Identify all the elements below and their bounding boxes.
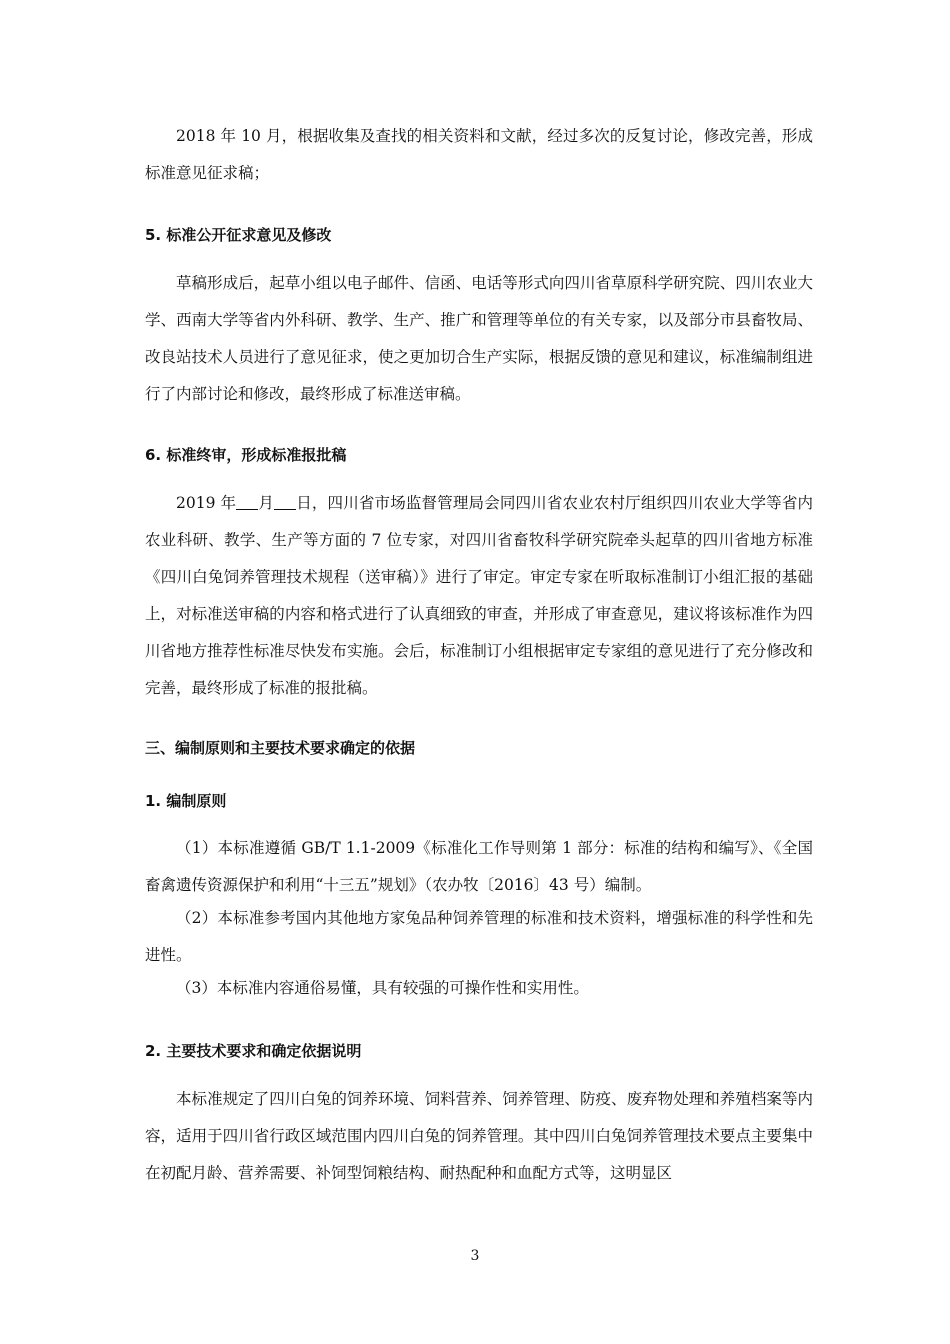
- paragraph-scope: 本标准规定了四川白兔的饲养环境、饲料营养、饲养管理、防疫、废弃物处理和养殖档案等内容，适用于四川省行政区域范围内四川白兔的饲养管理。其中四川白兔饲养管理技术要点主要集中在初配月龄、营养需要、补饲型饲粮结构、耐热配种和血配方式等，这明显区: [145, 1090, 813, 1182]
- review-year-text: 2019 年: [176, 494, 237, 512]
- paragraph-principle-3: （3）本标准内容通俗易懂，具有较强的可操作性和实用性。: [176, 979, 589, 997]
- paragraph-final-review: [145, 485, 813, 707]
- day-blank: [274, 494, 296, 511]
- review-body-text: 日，四川省市场监督管理局会同四川省农业农村厅组织四川农业大学等省内农业科研、教学、生产等方面的 7 位专家，对四川省畜牧科学研究院牵头起草的四川省地方标准《四川白兔饲养管理技术规程（送审稿）》进行了审定。审定专家在听取标准制订小组汇报的基础上，对标准送审稿的内容和格式进行了认真细致的审查，并形成了审查意见，建议将该标准作为四川省地方推荐性标准尽快发布实施。会后，标准制订小组根据审定专家组的意见进行了充分修改和完善，最终形成了标准的报批稿。: [145, 494, 813, 697]
- page-number: 3: [470, 1248, 480, 1264]
- month-blank: [236, 494, 258, 511]
- heading-technical-requirements: 2. 主要技术要求和确定依据说明: [145, 1042, 362, 1060]
- heading-principles: 1. 编制原则: [145, 792, 227, 810]
- heading-section-6: 6. 标准终审，形成标准报批稿: [145, 446, 347, 464]
- paragraph-public-comment: 草稿形成后，起草小组以电子邮件、信函、电话等形式向四川省草原科学研究院、四川农业大学、西南大学等省内外科研、教学、生产、推广和管理等单位的有关专家，以及部分市县畜牧局、改良站技术人员进行了意见征求，使之更加切合生产实际，根据反馈的意见和建议，标准编制组进行了内部讨论和修改，最终形成了标准送审稿。: [145, 274, 813, 403]
- paragraph-draft-2018: 2018 年 10 月，根据收集及查找的相关资料和文献，经过多次的反复讨论，修改完善，形成标准意见征求稿；: [145, 127, 813, 182]
- paragraph-principle-1: （1）本标准遵循 GB/T 1.1-2009《标准化工作导则第 1 部分：标准的结构和编写》、《全国畜禽遗传资源保护和利用“十三五”规划》（农办牧〔2016〕43 号）编制。: [145, 839, 813, 894]
- review-month-text: 月: [258, 494, 275, 512]
- heading-section-5: 5. 标准公开征求意见及修改: [145, 226, 332, 244]
- paragraph-principle-2: （2）本标准参考国内其他地方家兔品种饲养管理的标准和技术资料，增强标准的科学性和先进性。: [145, 909, 813, 964]
- heading-chapter-3: 三、编制原则和主要技术要求确定的依据: [145, 739, 416, 757]
